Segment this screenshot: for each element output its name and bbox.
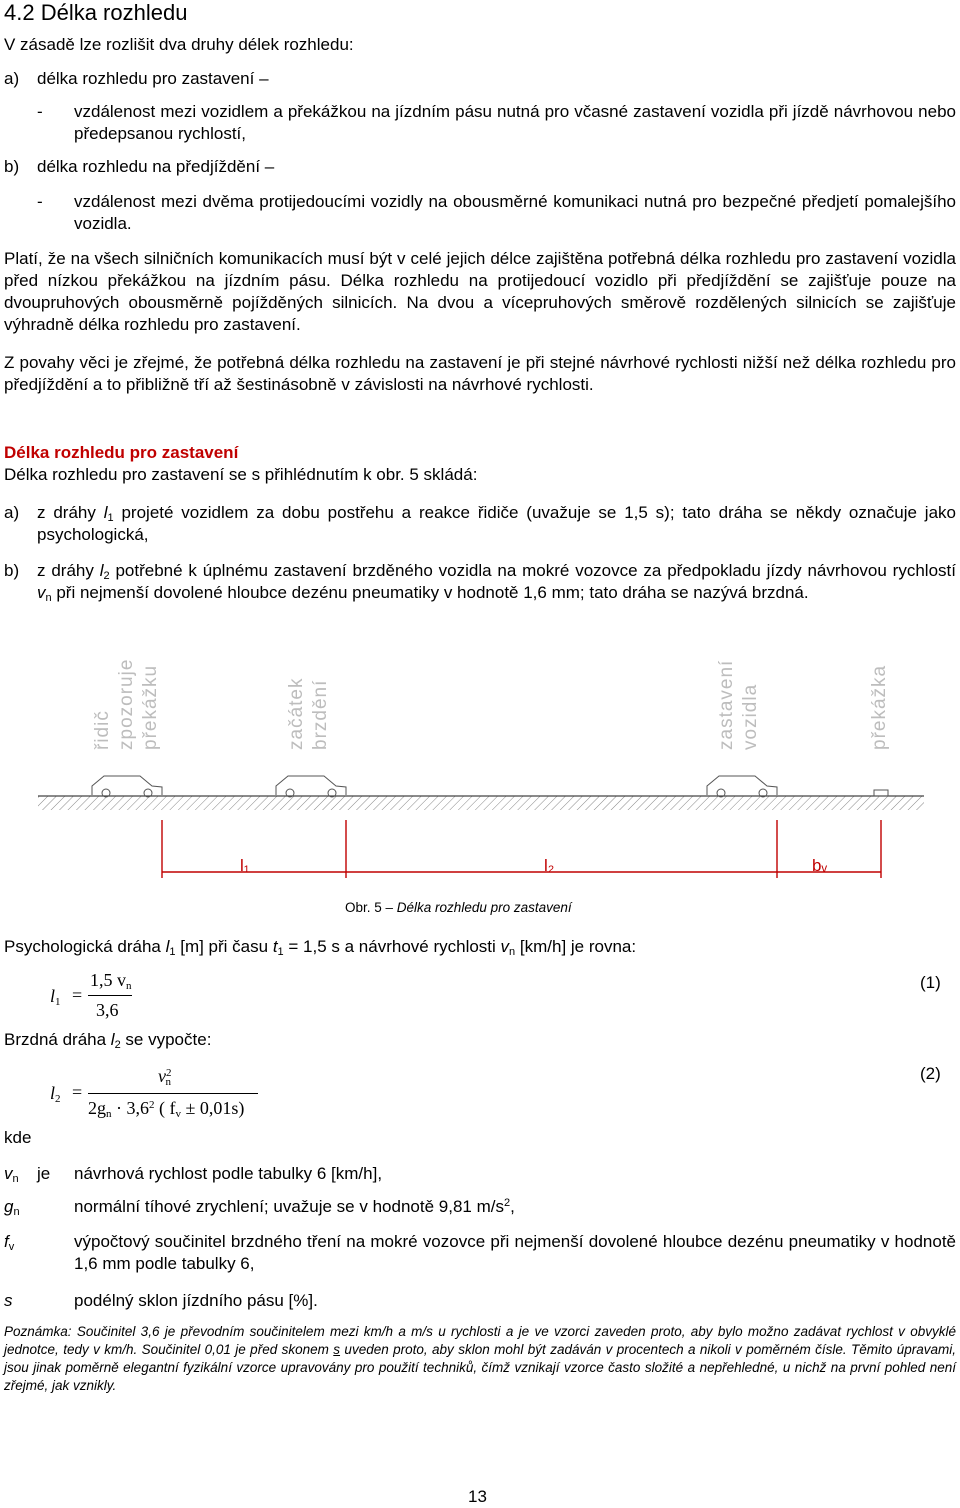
stop-item-b-text: z dráhy $l_2$ potřebné k úplnému zastavení brzděného vozidla na mokré vozovce za předpokladu jízdy návrhovou rychlostí $v_n$ při nejmenší dovolené hloubce dezénu pneumatiky v hodnotě 1,6 mm; tato dráha se nazývá brzdná. [37, 561, 956, 604]
stop-item-a-text: z dráhy $l_1$ projeté vozidlem za dobu postřehu a reakce řidiče (uvažuje se 1,5 s); tato dráha se někdy označuje jako psychologická, [37, 503, 956, 544]
def-text-s: podélný sklon jízdního pásu [%]. [74, 1291, 318, 1310]
label-braking-line1: začátek [286, 677, 307, 750]
note: Poznámka: Součinitel 3,6 je převodním součinitelem mezi km/h a m/s u rychlosti a je ve vzorci zaveden proto, aby bylo možno zadávat rychlost v obvyklé jednotce, tedy v km/h. Součinitel 0,01 je před skonem s uveden proto, aby sklon mohl být zadáván v procentech a nikoli v poměrném čísle. Těmito úpravami, jsou jinak poměrně elegantní fyzikální vzorce upravovány pro použití techniků, čímž vznikají vzorce často složité a nepřehledné, u nichž na první pohled není zřejmé, jak vznikly. [4, 1324, 956, 1393]
subheading-intro: Délka rozhledu pro zastavení se s přihlédnutím k obr. 5 skládá: [4, 465, 478, 484]
dimension-lines [162, 820, 881, 878]
label-obstacle: překážka [869, 664, 890, 750]
intro-text: V zásadě lze rozlišit dva druhy délek rozhledu: [4, 35, 354, 54]
section-title: 4.2 Délka rozhledu [4, 0, 188, 25]
item-a-dash: - [37, 102, 43, 121]
subheading: Délka rozhledu pro zastavení [4, 443, 239, 462]
item-b-label: b) [4, 157, 20, 176]
def-text-vn: návrhová rychlost podle tabulky 6 [km/h], [74, 1164, 383, 1183]
def-symbol-gn: $g_n$ [4, 1197, 20, 1218]
where-label: kde [4, 1128, 32, 1147]
fraction-bar-1 [88, 995, 132, 996]
page-number: 13 [468, 1487, 487, 1506]
equation-2-number: (2) [920, 1064, 941, 1083]
car-icon-3 [707, 776, 777, 797]
dim-label-bv: bᵥ [812, 856, 827, 875]
item-b-text: délka rozhledu na předjíždění – [37, 157, 275, 176]
paragraph-2: Z povahy věci je zřejmé, že potřebná délka rozhledu na zastavení je při stejné návrhové rychlosti nižší než délka rozhledu pro předjíždění a to přibližně tří až šestinásobně v závislosti na návrhové rychlosti. [4, 353, 956, 394]
def-symbol-vn: $v_n$ [4, 1164, 19, 1185]
equation-1-number: (1) [920, 973, 941, 992]
item-b-desc: vzdálenost mezi dvěma protijedoucími vozidly na obousměrné komunikaci nutná pro bezpečné předjetí pomalejšího vozidla. [74, 192, 956, 233]
def-text-gn: normální tíhové zrychlení; uvažuje se v hodnotě 9,81 $m/s^2$, [74, 1197, 515, 1216]
dim-label-l2: l₂ [544, 856, 555, 875]
dim-label-l1: l₁ [240, 856, 250, 875]
def-extra-vn: je [37, 1164, 51, 1183]
label-stopped-line1: zastavení [716, 659, 737, 750]
figure-stopping-distance [0, 640, 960, 930]
label-driver-line3: překážku [140, 664, 161, 750]
stop-item-a-label: a) [4, 503, 20, 522]
label-driver-line2: zpozoruje [116, 658, 137, 750]
obstacle-icon [874, 790, 888, 796]
figure-caption: Obr. 5 – Délka rozhledu pro zastavení [345, 900, 572, 915]
label-driver-line1: řidič [92, 710, 113, 750]
car-icon-2 [276, 776, 346, 797]
fraction-bar-2 [88, 1093, 258, 1094]
paragraph-1: Platí, že na všech silničních komunikacích musí být v celé jejich délce zajištěna potřebná délka rozhledu pro zastavení vozidla před nízkou překážkou na jízdním pásu. Délka rozhledu na protijedoucí vozidlo při předjíždění se zajišťuje pouze na dvoupruhových obousměrně pojížděných silnicích. Na dvou a vícepruhových směrově rozdělených silnicích se zajišťuje výhradně délka rozhledu pro zastavení. [4, 249, 956, 334]
braking-distance-sentence: Brzdná dráha $l_2$ se vypočte: [4, 1030, 212, 1051]
figure-drawing [0, 640, 960, 930]
label-braking-line2: brzdění [310, 679, 331, 750]
item-a-desc: vzdálenost mezi vozidlem a překážkou na jízdním pásu nutná pro včasné zastavení vozidla při jízdě návrhovou nebo předepsanou rychlostí, [74, 102, 956, 143]
label-stopped-line2: vozidla [740, 683, 761, 750]
def-symbol-s: s [4, 1291, 13, 1310]
car-icon-1 [92, 776, 162, 797]
ground-hatch [38, 796, 924, 810]
stop-item-b-label: b) [4, 561, 20, 580]
def-symbol-fv: $f_v$ [4, 1232, 15, 1253]
def-text-fv: výpočtový součinitel brzdného tření na mokré vozovce při nejmenší dovolené hloubce dezénu pneumatiky v hodnotě 1,6 mm podle tabulky 6, [74, 1232, 956, 1273]
item-b-dash: - [37, 192, 43, 211]
psychological-distance-sentence: Psychologická dráha $l_1$ [m] při času $t_1 = 1,5$ s a návrhové rychlosti $v_n$ [km/h] je rovna: [4, 937, 637, 958]
item-a-label: a) [4, 69, 20, 88]
item-a-text: délka rozhledu pro zastavení – [37, 69, 269, 88]
